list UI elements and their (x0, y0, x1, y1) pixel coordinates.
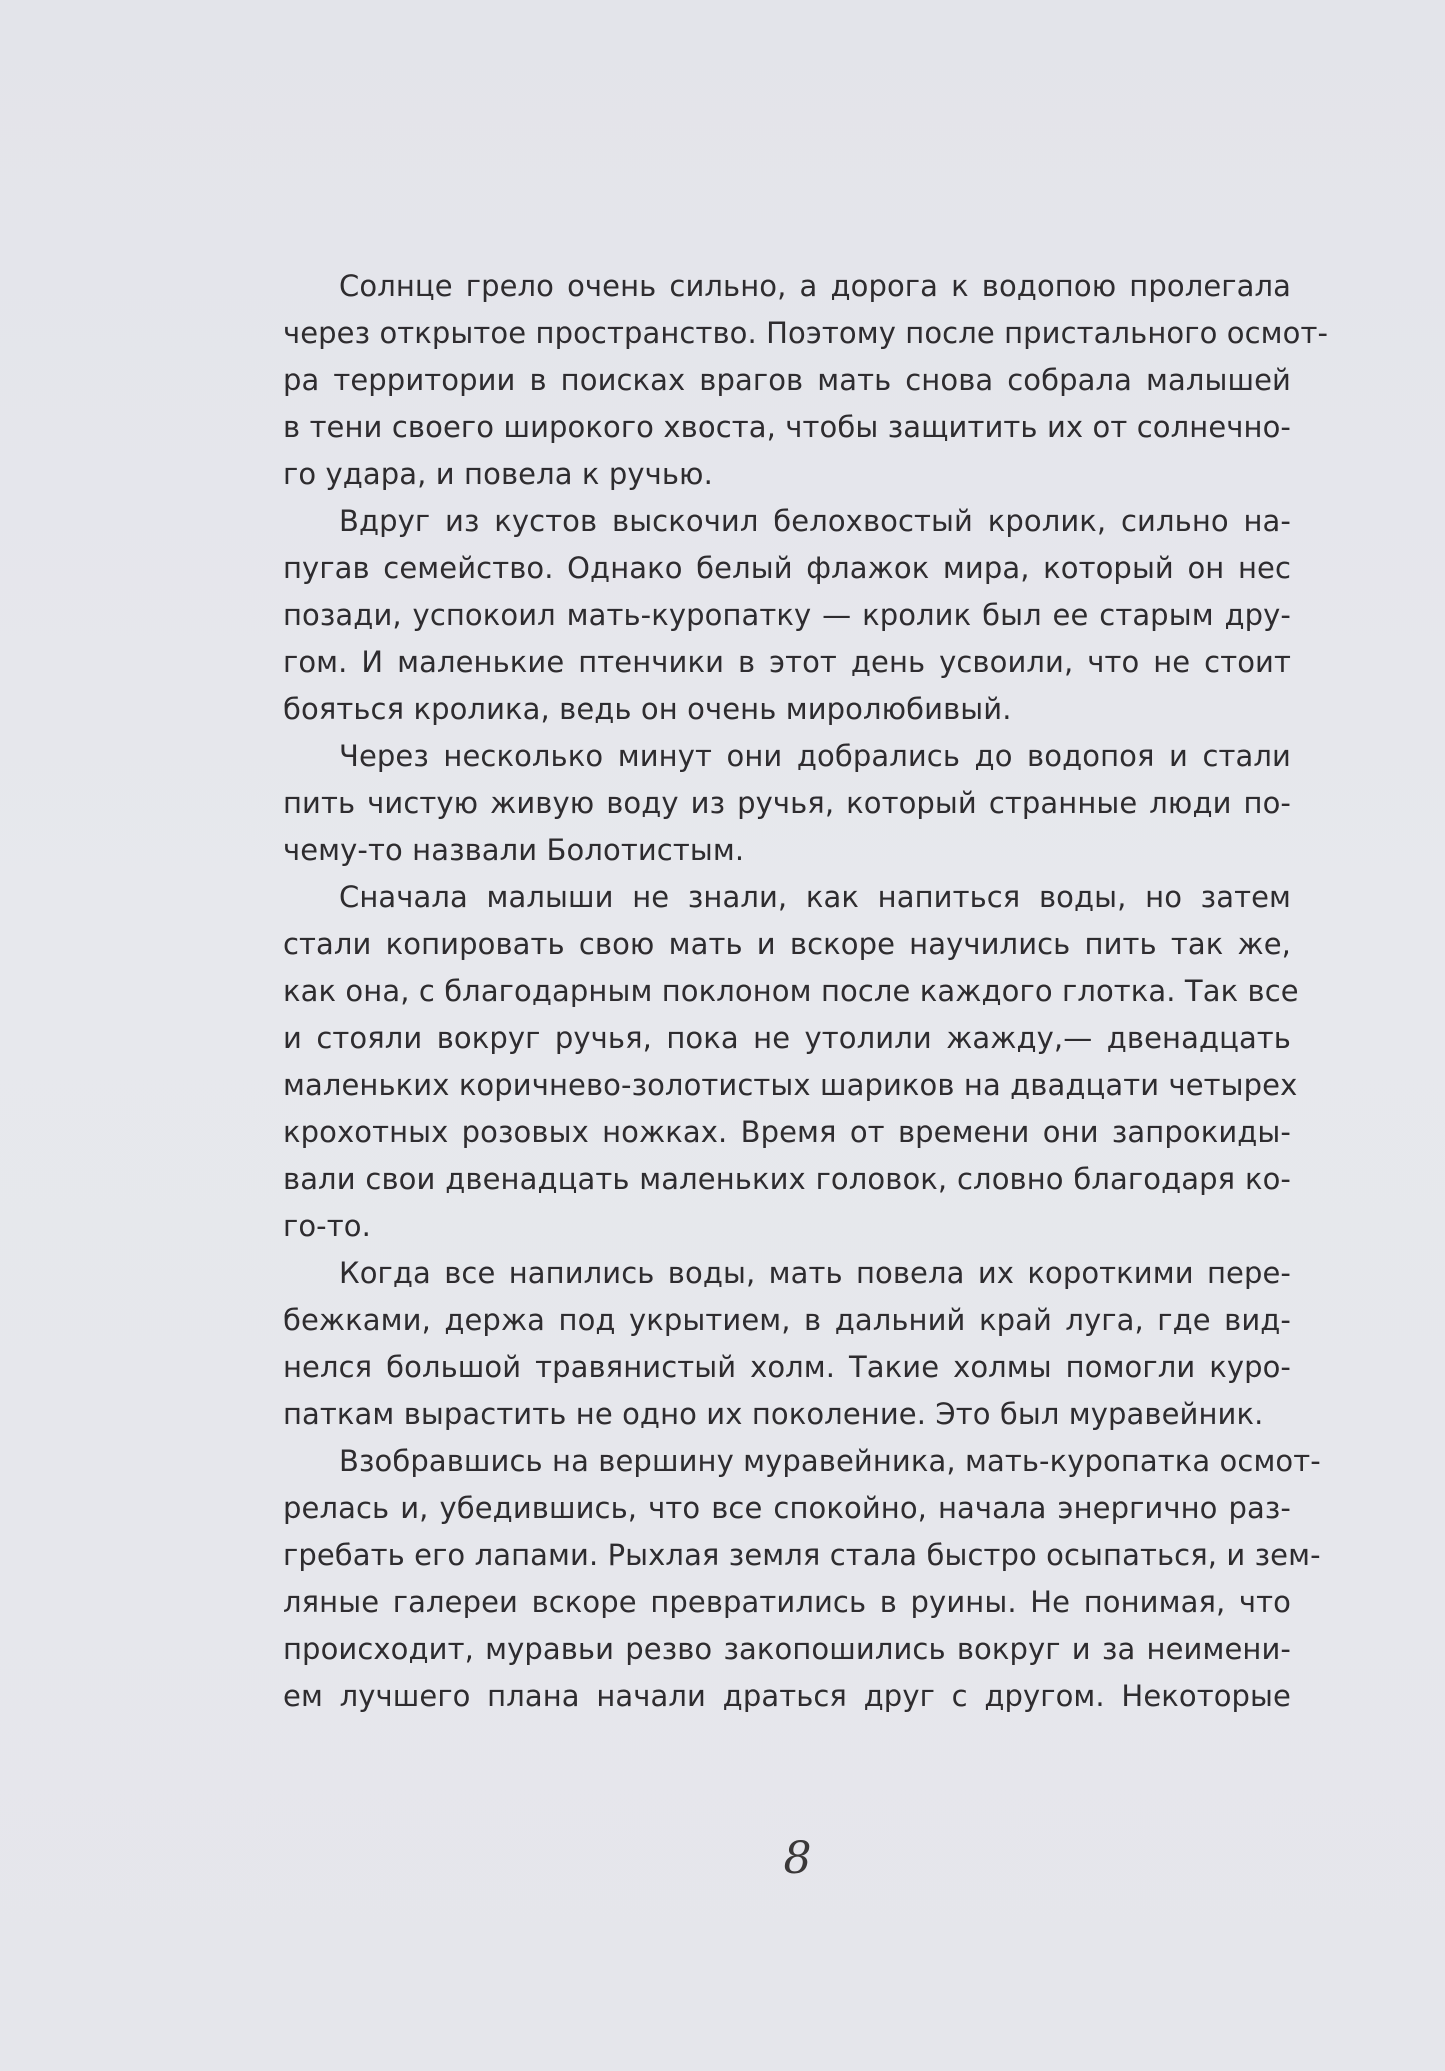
text-line: Вдруг из кустов выскочил белохвостый кролик, сильно на- (339, 504, 1291, 538)
paragraph (283, 498, 1291, 733)
text-line: паткам вырастить не одно их поколение. Это был муравейник. (283, 1397, 1264, 1431)
text-line: нелся большой травянистый холм. Такие холмы помогли куро- (283, 1350, 1291, 1384)
paragraph (283, 1250, 1291, 1438)
text-line: Солнце грело очень сильно, а дорога к водопою пролегала (339, 269, 1291, 303)
text-line: через открытое пространство. Поэтому после пристального осмот- (283, 316, 1329, 350)
text-line: чему-то назвали Болотистым. (283, 833, 745, 867)
text-line: бояться кролика, ведь он очень миролюбивый. (283, 692, 1012, 726)
text-line: стали копировать свою мать и вскоре научились пить так же, (283, 927, 1291, 961)
text-line: пить чистую живую воду из ручья, который странные люди по- (283, 786, 1291, 820)
text-line: ра территории в поисках врагов мать снова собрала малышей (283, 363, 1291, 397)
text-line: как она, с благодарным поклоном после каждого глотка. Так все (283, 974, 1299, 1008)
text-line: маленьких коричнево-золотистых шариков на двадцати четырех (283, 1068, 1298, 1102)
page-number: 8 (783, 1833, 812, 1884)
text-line: релась и, убедившись, что все спокойно, начала энергично раз- (283, 1491, 1291, 1525)
text-line: Взобравшись на вершину муравейника, мать-куропатка осмот- (339, 1444, 1321, 1478)
text-line: Когда все напились воды, мать повела их короткими пере- (339, 1256, 1291, 1290)
paragraph (283, 263, 1329, 498)
text-line: ляные галереи вскоре превратились в руины. Не понимая, что (283, 1585, 1291, 1619)
text-line: и стояли вокруг ручья, пока не утолили жажду,— двенадцать (283, 1021, 1291, 1055)
text-line: позади, успокоил мать-куропатку — кролик был ее старым дру- (283, 598, 1291, 632)
text-line: вали свои двенадцать маленьких головок, словно благодаря ко- (283, 1162, 1291, 1196)
body-text (283, 263, 1329, 1720)
text-line: в тени своего широкого хвоста, чтобы защитить их от солнечно- (283, 410, 1291, 444)
text-line: пугав семейство. Однако белый флажок мира, который он нес (283, 551, 1291, 585)
text-line: ем лучшего плана начали драться друг с другом. Некоторые (283, 1679, 1291, 1713)
text-line: происходит, муравьи резво закопошились вокруг и за неимени- (283, 1632, 1291, 1666)
text-line: гребать его лапами. Рыхлая земля стала быстро осыпаться, и зем- (283, 1538, 1321, 1572)
text-line: гом. И маленькие птенчики в этот день усвоили, что не стоит (283, 645, 1291, 679)
text-line: крохотных розовых ножках. Время от времени они запрокиды- (283, 1115, 1291, 1149)
text-line: Сначала малыши не знали, как напиться воды, но затем (339, 880, 1291, 914)
text-line: го удара, и повела к ручью. (283, 457, 713, 491)
paragraph (283, 1438, 1321, 1720)
text-line: Через несколько минут они добрались до водопоя и стали (339, 739, 1291, 773)
text-line: го-то. (283, 1209, 371, 1243)
paragraph (283, 874, 1299, 1250)
text-line: бежками, держа под укрытием, в дальний край луга, где вид- (283, 1303, 1291, 1337)
paragraph (283, 733, 1291, 874)
